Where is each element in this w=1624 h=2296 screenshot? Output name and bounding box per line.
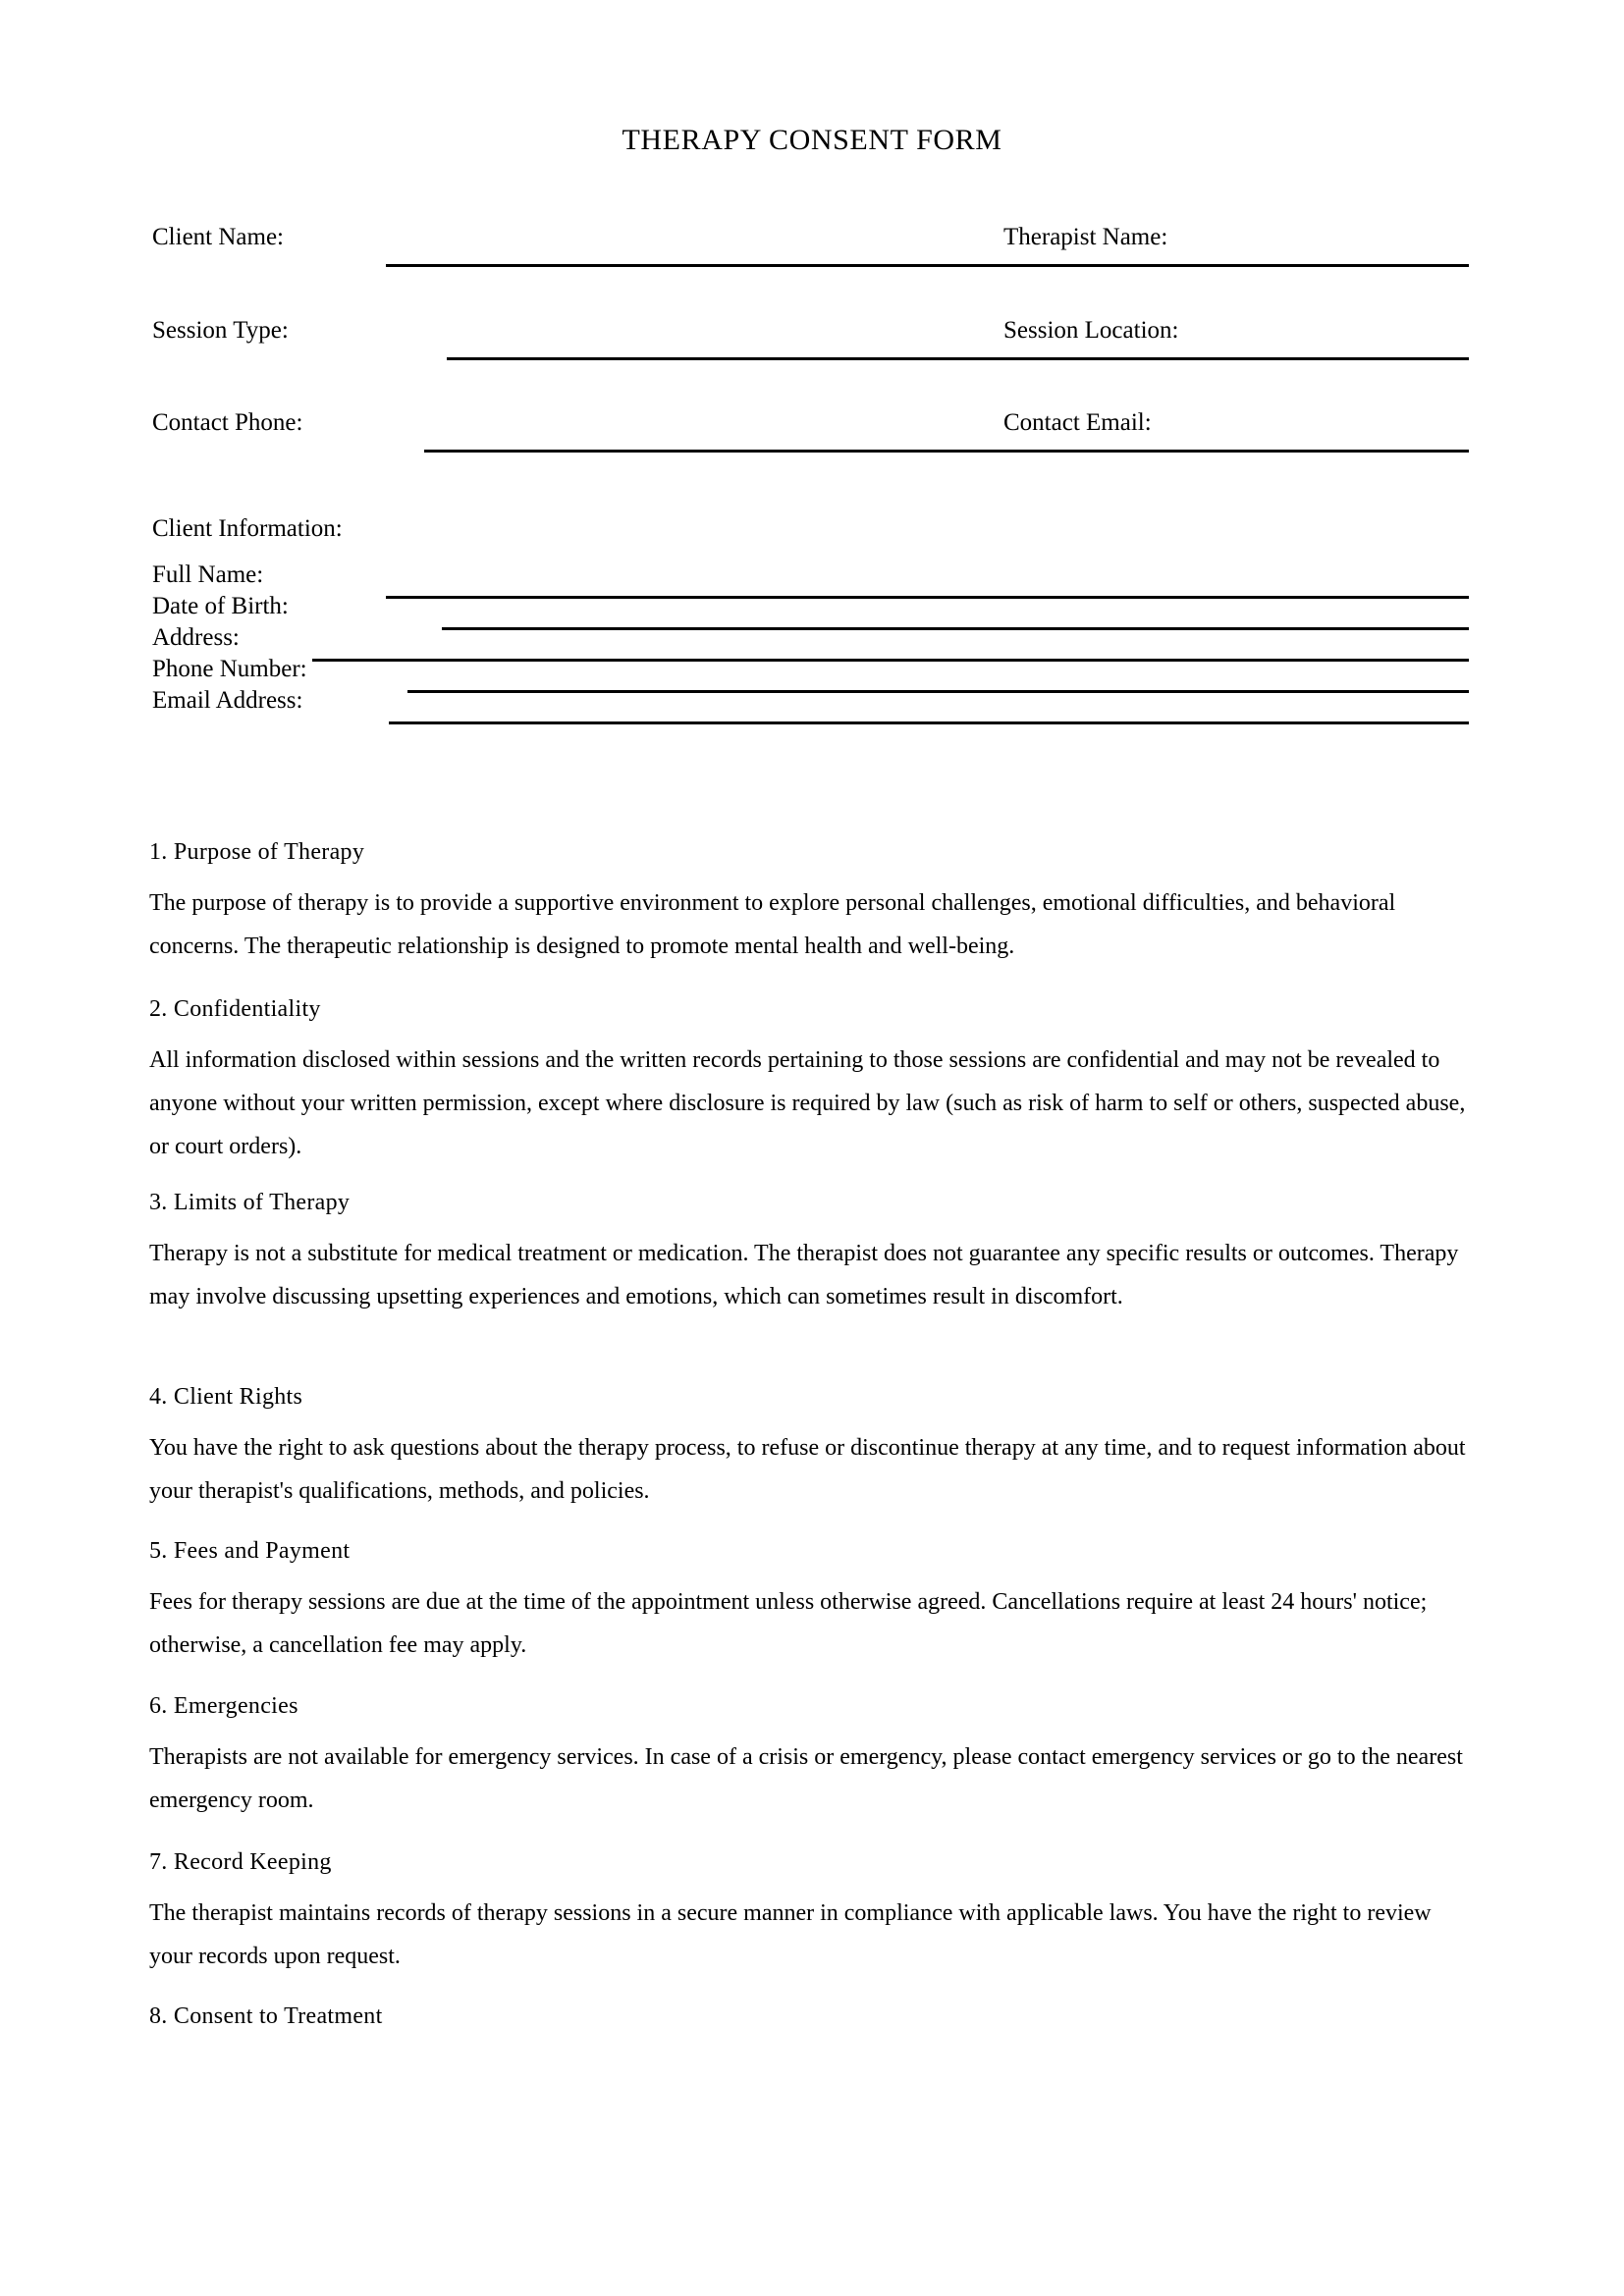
section-emergencies (149, 1693, 1473, 1822)
section-heading: 6. Emergencies (149, 1693, 298, 1719)
client-information-heading: Client Information: (152, 515, 343, 542)
phone-number-label: Phone Number: (152, 656, 307, 682)
section-heading: 5. Fees and Payment (149, 1538, 351, 1564)
section-body: Therapy is not a substitute for medical treatment or medication. The therapist does not guarantee any specific results or outcomes. Therapy may involve discussing upsetting experiences and emotions, which can sometimes result in discomfort. (149, 1241, 1459, 1309)
email-address-label: Email Address: (152, 687, 303, 714)
client-info-row-email-address (0, 687, 1624, 733)
client-name-input-rule[interactable] (386, 264, 1469, 267)
section-body: Fees for therapy sessions are due at the time of the appointment unless otherwise agreed. Cancellations require at least 24 hours' notice; otherwise, a cancellation fee may apply. (149, 1589, 1428, 1658)
form-row-contact (0, 409, 1624, 464)
section-heading: 8. Consent to Treatment (149, 2003, 383, 2029)
email-address-input-rule[interactable] (389, 721, 1469, 724)
section-heading: 4. Client Rights (149, 1384, 303, 1410)
full-name-label: Full Name: (152, 561, 264, 588)
page-title: THERAPY CONSENT FORM (622, 124, 1002, 156)
section-body: All information disclosed within sessions and the written records pertaining to those sessions are confidential and may not be revealed to anyone without your written permission, except where disclosure is required by law (such as risk of harm to self or others, suspected abuse, or court orders). (149, 1047, 1466, 1159)
date-of-birth-label: Date of Birth: (152, 593, 289, 619)
contact-phone-label: Contact Phone: (152, 409, 303, 436)
session-type-label: Session Type: (152, 317, 289, 344)
section-heading: 1. Purpose of Therapy (149, 839, 365, 865)
section-fees-and-payment (149, 1538, 1473, 1667)
section-heading: 2. Confidentiality (149, 996, 321, 1022)
section-heading: 7. Record Keeping (149, 1849, 332, 1875)
section-heading: 3. Limits of Therapy (149, 1190, 351, 1215)
client-name-label: Client Name: (152, 224, 284, 250)
session-location-label: Session Location: (1003, 317, 1179, 344)
section-purpose-of-therapy (149, 839, 1473, 968)
section-confidentiality (149, 996, 1473, 1168)
section-consent-to-treatment (149, 2003, 1473, 2046)
session-type-input-rule[interactable] (447, 357, 1469, 360)
therapist-name-label: Therapist Name: (1003, 224, 1168, 250)
section-client-rights (149, 1384, 1473, 1513)
form-row-client-therapist (0, 224, 1624, 279)
form-row-session (0, 317, 1624, 372)
section-body: Therapists are not available for emergency services. In case of a crisis or emergency, please contact emergency services or go to the nearest emergency room. (149, 1744, 1463, 1813)
section-record-keeping (149, 1849, 1473, 1978)
contact-email-label: Contact Email: (1003, 409, 1152, 436)
contact-phone-input-rule[interactable] (424, 450, 1469, 453)
section-limits-of-therapy (149, 1190, 1473, 1318)
address-label: Address: (152, 624, 240, 651)
section-body: You have the right to ask questions about the therapy process, to refuse or discontinue therapy at any time, and to request information about your therapist's qualifications, methods, and policies. (149, 1435, 1466, 1504)
section-body: The purpose of therapy is to provide a supportive environment to explore personal challenges, emotional difficulties, and behavioral concerns. The therapeutic relationship is designed to promote mental health and well-being. (149, 890, 1396, 959)
section-body: The therapist maintains records of therapy sessions in a secure manner in compliance with applicable laws. You have the right to review your records upon request. (149, 1900, 1432, 1969)
